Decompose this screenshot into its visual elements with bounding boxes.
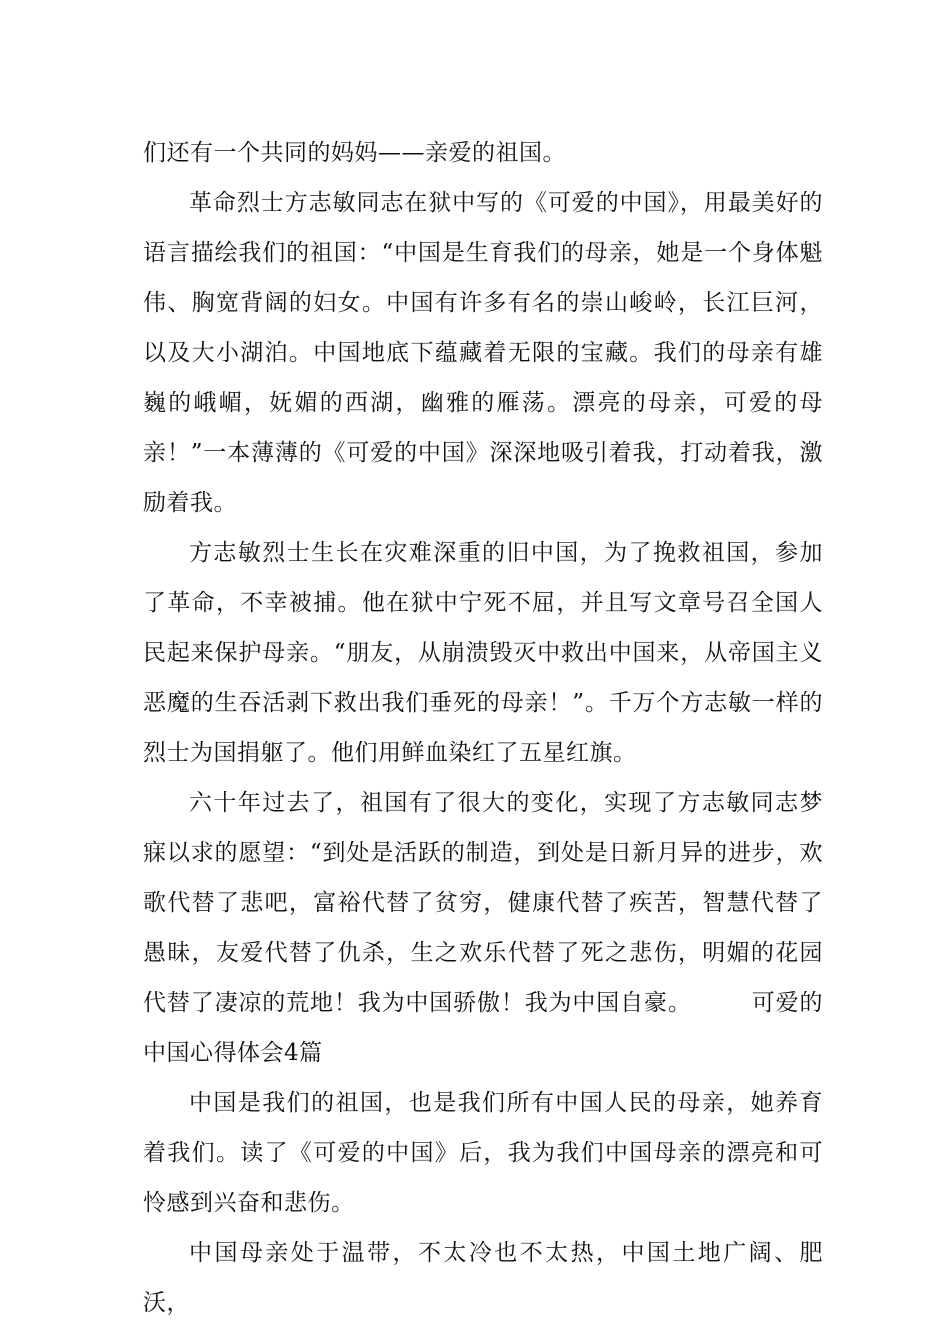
document-body: [143, 128, 823, 1328]
paragraph: 革命烈士方志敏同志在狱中写的《可爱的中国》，用最美好的语言描绘我们的祖国：“中国是生育我们的母亲，她是一个身体魁伟、胸宽背阔的妇女。中国有许多有名的崇山峻岭，长江巨河，以及大小湖泊。中国地底下蕴藏着无限的宝藏。我们的母亲有雄巍的峨嵋，妩媚的西湖，幽雅的雁荡。漂亮的母亲，可爱的母亲！”一本薄薄的《可爱的中国》深深地吸引着我，打动着我，激励着我。: [143, 190, 823, 516]
paragraph: 中国母亲处于温带，不太冷也不太热，中国土地广阔、肥沃，: [143, 1240, 823, 1316]
paragraph-text: 六十年过去了，祖国有了很大的变化，实现了方志敏同志梦寐以求的愿望：“到处是活跃的制造，到处是日新月异的进步，欢歌代替了悲吧，富裕代替了贫穷，健康代替了疾苦，智慧代替了愚昧，友爱代替了仇杀，生之欢乐代替了死之悲伤，明媚的花园代替了凄凉的荒地！我为中国骄傲！我为中国自豪。: [143, 790, 823, 1016]
paragraph: 中国是我们的祖国，也是我们所有中国人民的母亲，她养育着我们。读了《可爱的中国》后，我为我们中国母亲的漂亮和可怜感到兴奋和悲伤。: [143, 1090, 823, 1216]
paragraph: [143, 778, 823, 1078]
section-heading: 可爱的中国心得体会4篇: [143, 990, 824, 1066]
paragraph: 们还有一个共同的妈妈——亲爱的祖国。: [143, 140, 566, 166]
paragraph: 方志敏烈士生长在灾难深重的旧中国，为了挽救祖国，参加了革命，不幸被捕。他在狱中宁死不屈，并且写文章号召全国人民起来保护母亲。“朋友，从崩溃毁灭中救出中国来，从帝国主义恶魔的生吞活剥下救出我们垂死的母亲！”。千万个方志敏一样的烈士为国捐躯了。他们用鲜血染红了五星红旗。: [143, 540, 823, 766]
